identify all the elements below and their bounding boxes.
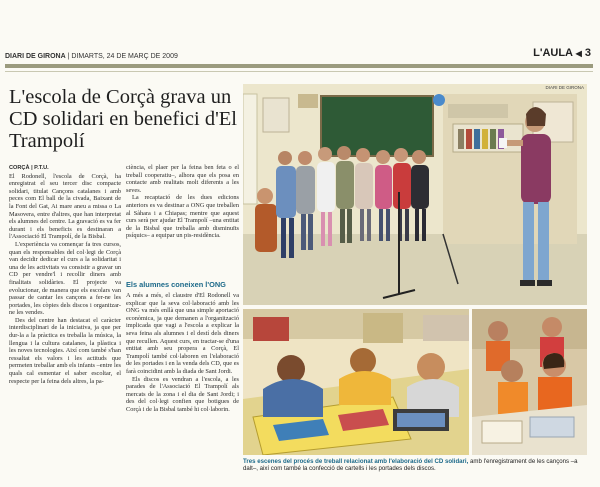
photo-children-drawing: [243, 309, 469, 455]
caption-lead: Tres escenes del procés de treball relacionat amb l'elaboració del CD solidari,: [243, 458, 469, 465]
photo-children-crafts: [472, 309, 587, 455]
paragraph: Els discos es vendran a l'escola, a les parades de l'Associació El Trampolí als mercats de la zona i el dia de Sant Jordi; i des del col·legi confien que botigues de Corçà i de la Bisbal també hi col·laborin.: [126, 375, 239, 413]
page-number: 3: [584, 47, 591, 59]
publication-date: DIMARTS, 24 DE MARÇ DE 2009: [71, 53, 178, 60]
photo-caption: [243, 458, 588, 473]
section-arrow-icon: ◀: [575, 49, 582, 58]
headline: L'escola de Corçà grava un CD solidari en benefici d'El Trampolí: [9, 86, 237, 152]
photo-credit: DIARI DE GIRONA: [545, 85, 584, 90]
section-header: [533, 47, 591, 59]
byline: CORÇÀ | P.T.U.: [9, 165, 49, 171]
masthead: DIARI DE GIRONA | DIMARTS, 24 DE MARÇ DE 2009: [5, 53, 178, 60]
caption-text: amb l'enregistrament de les cançons –a dalt–, així com també la confecció de cartells i les portades dels discos.: [243, 458, 578, 473]
article-column-2: [126, 164, 239, 276]
paragraph: El Rodonell, l'escola de Corçà, ha enregistrat el seu tercer disc compacte solidari, titulat Cançons catalanes i amb peces com El ball de la civada, Baixant de la Font del Gat, Ai mare aneu a missa o La Masovera, entre d'altres, que han interpretat els alumnes del centre. La gravació es va fer durant i els beneficis es destinaran a l'Associació El Trampolí, de la Bisbal.: [9, 172, 121, 241]
header-rule-thin: [5, 71, 593, 72]
article-column-2b: [126, 292, 239, 478]
paragraph: La recaptació de les dues edicions anteriors es va destinar a ONG que treballen al Sàhara i a Chiapas; mentre que aquest curs serà per ajudar El Trampolí –una entitat de la Bisbal que treballa amb disminuïts psíquics– a equipar un pis-residència.: [126, 194, 239, 240]
paragraph: Des del centre han destacat el caràcter interdisciplinari de la iniciativa, ja que per dur-la a la pràctica es treballa la música, la llengua i la cultura catalanes, la plàstica i les noves tecnologies. Així com també s'han ressaltat els valors i les actituds que permeten treballar amb els infants –entre les quals cal esmentar el saber escoltar, el respecte per la feina dels altres, la pa-: [9, 316, 121, 385]
photo-children-drawing-image: [243, 309, 469, 455]
header-rule: [5, 64, 593, 68]
article-column-1: [9, 164, 121, 476]
photo-children-crafts-image: [472, 309, 587, 455]
photo-children-singing-image: [243, 84, 587, 305]
paragraph: L'experiència va començar fa tres cursos, quan els responsables del col·legi de Corçà van decidir dedicar el curs a la solidaritat i una de les activitats va consistir a gravar un CD per vendre'l i recollir diners amb finalitats solidàries. El projecte va evolucionar, de manera que els escolars van passar de cantar les cançons a fer-ne les portades, les còpies dels discos i organitzar-ne les vendes.: [9, 240, 121, 317]
subheading: Els alumnes coneixen l'ONG: [126, 280, 226, 289]
photo-children-singing: [243, 84, 587, 305]
section-name: L'AULA: [533, 47, 573, 59]
paragraph: ciència, el plaer per la feina ben feta o el treball cooperatiu–, alhora que els posa en contacte amb realitats molt diferents a les seves.: [126, 164, 239, 194]
paragraph: A més a més, el claustre d'El Rodonell va explicar que la seva col·laboració amb les ONG va més enllà que una simple aportació econòmica, ja que demanen a l'organització implicada que vagi a l'escola a explicar la seva feina als alumnes i el destí dels diners que recullen. Aquest curs, en tractar-se d'una entitat amb seu propera a Corçà, El Trampolí també col·laboren en l'elaboració de les portades i en la venda dels CD, que es farà coincidint amb la diada de Sant Jordi.: [126, 292, 239, 375]
publication-name: DIARI DE GIRONA: [5, 53, 66, 60]
